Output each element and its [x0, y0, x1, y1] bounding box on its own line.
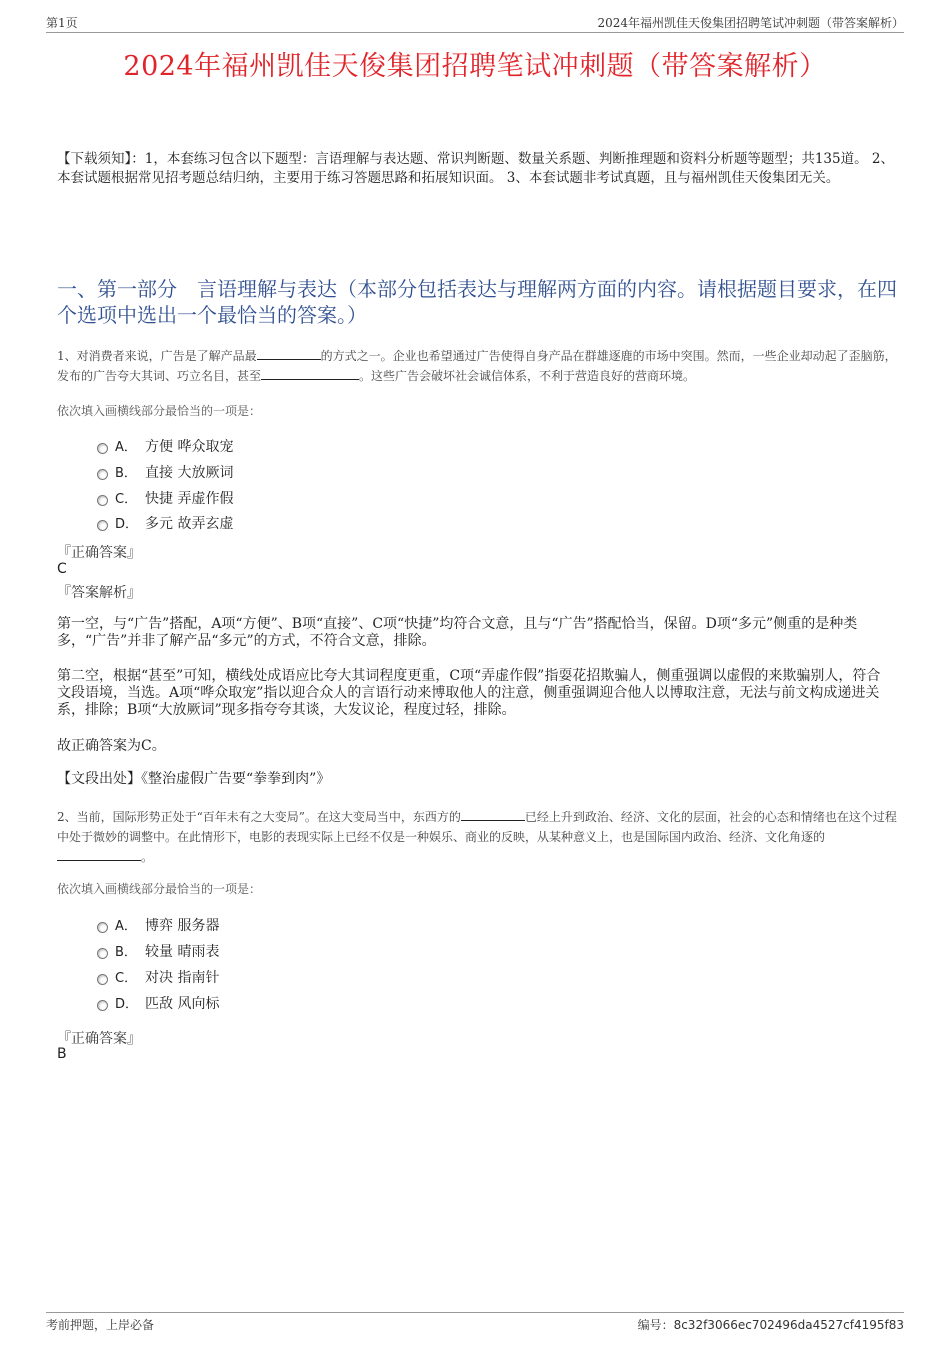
option-text: 多元 故弄玄虚	[145, 516, 234, 532]
option-letter: A．	[115, 440, 137, 455]
option-letter: D．	[115, 517, 139, 532]
page-footer	[46, 1312, 904, 1333]
code-value: 8c32f3066ec702496da4527cf4195f83	[673, 1318, 904, 1332]
option-text: 对决 指南针	[145, 970, 220, 986]
radio-button[interactable]	[97, 922, 108, 933]
fill-blank	[461, 808, 525, 821]
answer-label: 『正确答案』	[57, 545, 141, 561]
stem-part: 。	[141, 850, 154, 864]
option-letter: B．	[115, 466, 137, 481]
option-letter: A．	[115, 919, 137, 934]
option-letter: C．	[115, 971, 138, 986]
radio-button[interactable]	[97, 948, 108, 959]
stem-part: 。这些广告会破坏社会诚信体系，不利于营造良好的营商环境。	[359, 369, 696, 383]
fill-blank	[257, 347, 321, 360]
option-text: 直接 大放厥词	[145, 465, 234, 481]
question-1-stem	[57, 346, 897, 386]
question-2-prompt: 依次填入画横线部分最恰当的一项是：	[57, 882, 262, 896]
page-header	[46, 14, 904, 33]
radio-button[interactable]	[97, 974, 108, 985]
radio-button[interactable]	[97, 495, 108, 506]
question-2-stem	[57, 807, 897, 867]
correct-answer: B	[57, 1046, 67, 1062]
radio-button[interactable]	[97, 1000, 108, 1011]
question-1-prompt: 依次填入画横线部分最恰当的一项是：	[57, 404, 262, 418]
analysis-conclusion: 故正确答案为C。	[57, 738, 166, 754]
stem-part: 已经上升到政治、经济、文化的层面，社会的心态和情绪也在这个过程中处于微妙的调整中。在此情形下，电影的表现实际上已经不仅是一种娱乐、商业的反映，从某种意义上，也是国际国内政治、经济、文化角逐的	[57, 810, 897, 844]
analysis-paragraph: 第一空，与“广告”搭配，A项“方便”、B项“直接”、C项“快捷”均符合文意，且与“广告”搭配恰当，保留。D项“多元”侧重的是种类多，“广告”并非了解产品“多元”的方式，不符合文意，排除。	[57, 616, 858, 649]
code-label: 编号：	[637, 1318, 674, 1332]
answer-label: 『正确答案』	[57, 1031, 141, 1047]
source-citation: 【文段出处】《整治虚假广告要“拳拳到肉”》	[57, 771, 331, 787]
option-text: 较量 晴雨表	[145, 944, 220, 960]
analysis-label: 『答案解析』	[57, 585, 141, 601]
option-letter: D．	[115, 997, 139, 1012]
stem-part: 1、对消费者来说，广告是了解产品最	[57, 349, 257, 363]
option-letter: B．	[115, 945, 137, 960]
option-text: 匹敌 风向标	[145, 996, 220, 1012]
fill-blank	[57, 848, 141, 861]
stem-part: 2、当前，国际形势正处于“百年未有之大变局”。在这大变局当中，东西方的	[57, 810, 461, 824]
footer-slogan: 考前押题，上岸必备	[46, 1318, 155, 1332]
option-text: 方便 哗众取宠	[145, 439, 234, 455]
header-doc-title: 2024年福州凯佳天俊集团招聘笔试冲刺题（带答案解析）	[597, 16, 904, 30]
document-code	[638, 1316, 904, 1333]
correct-answer: C	[57, 561, 67, 577]
document-title: 2024年福州凯佳天俊集团招聘笔试冲刺题（带答案解析）	[123, 51, 827, 82]
page-number: 第1页	[46, 16, 78, 30]
option-letter: C．	[115, 492, 138, 507]
analysis-paragraph: 第二空，根据“甚至”可知，横线处成语应比夸大其词程度更重，C项“弄虚作假”指耍花招欺骗人，侧重强调以虚假的来欺骗别人，符合文段语境，当选。A项“哗众取宠”指以迎合众人的言语行动来博取他人的注意，侧重强调迎合他人以博取注意，无法与前文构成递进关系，排除；B项“大放厥词”现多指夸夸其谈，大发议论，程度过轻，排除。	[57, 668, 881, 718]
radio-button[interactable]	[97, 443, 108, 454]
option-text: 博弈 服务器	[145, 918, 220, 934]
stem-part: 的方式之一。企业也希望通过广告使得自身产品在群雄逐鹿的市场中突围。然而，一些企业却动起了歪脑筋，发布的广告夸大其词、巧立名目，甚至	[57, 349, 897, 383]
fill-blank	[261, 367, 359, 380]
section-heading: 一、第一部分 言语理解与表达（本部分包括表达与理解两方面的内容。请根据题目要求，在四个选项中选出一个最恰当的答案。）	[57, 277, 897, 327]
download-notice: 【下载须知】：1，本套练习包含以下题型：言语理解与表达题、常识判断题、数量关系题、判断推理题和资料分析题等题型；共135道。 2、本套试题根据常见招考题总结归纳，主要用于练习答题思路和拓展知识面。 3、本套试题非考试真题，且与福州凯佳天俊集团无关。	[57, 151, 894, 186]
radio-button[interactable]	[97, 520, 108, 531]
option-text: 快捷 弄虚作假	[145, 491, 234, 507]
radio-button[interactable]	[97, 469, 108, 480]
